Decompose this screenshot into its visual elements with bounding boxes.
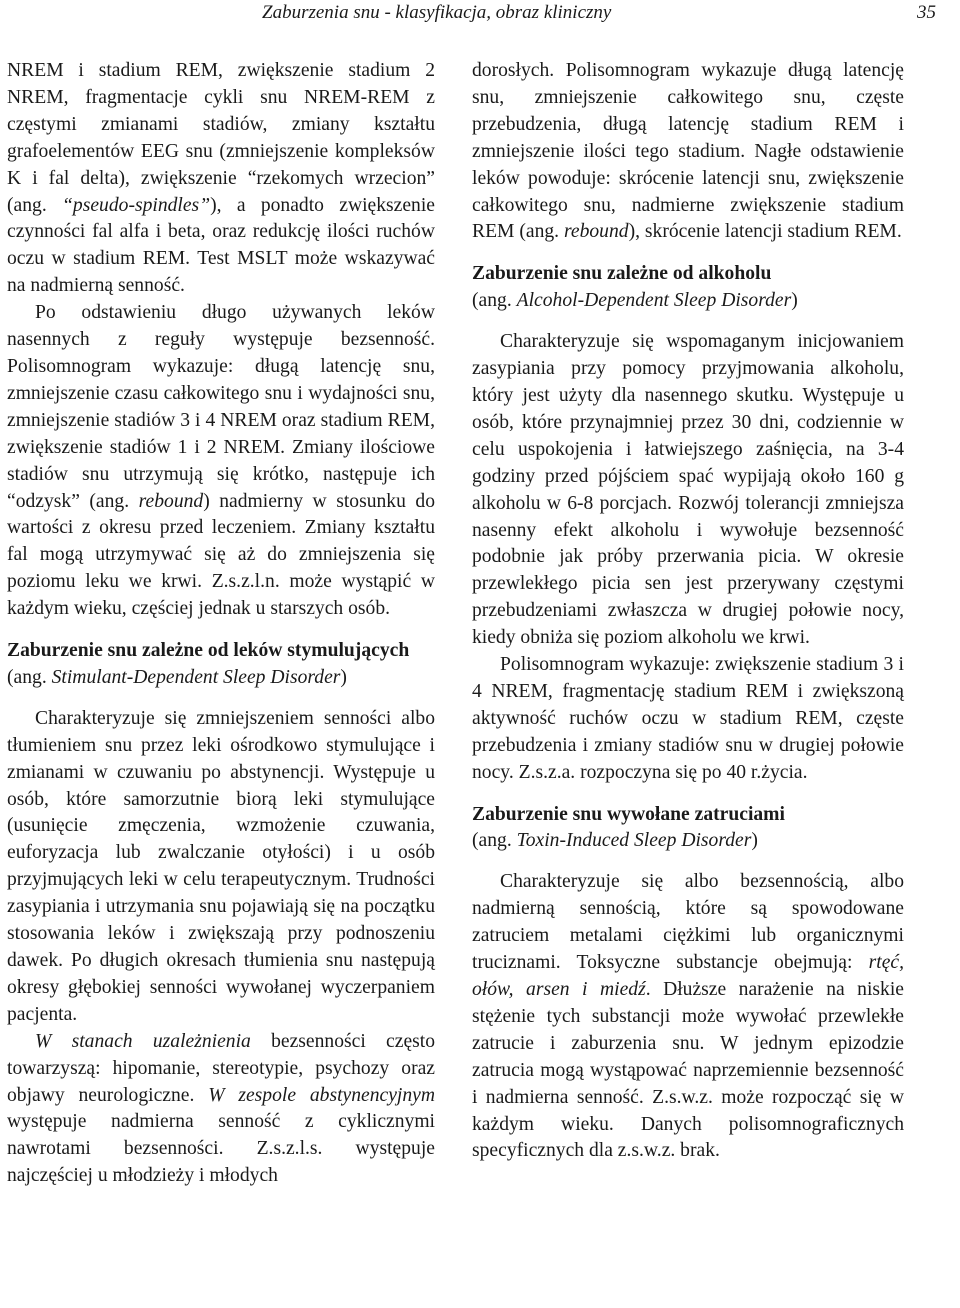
- section-heading: Zaburzenie snu wywołane zatruciami: [472, 803, 785, 825]
- paragraph: dorosłych. Polisomnogram wykazuje długą latencję snu, zmniejszenie całkowitego snu, częste przebudzenia, długą latencję stadium REM i zmniejszenie ilości tego stadium. Nagłe odstawienie leków powoduje: skrócenie latencji snu, zwiększenie całkowitego snu, nadmierne zwiększenie stadium REM (ang. rebound), skrócenie latencji stadium REM.: [472, 60, 904, 243]
- paragraph: Charakteryzuje się zmniejszeniem senności albo tłumieniem snu przez leki ośrodkowo stymulujące i zmianami w czuwaniu po abstynencji. Występuje u osób, które samorzutnie biorą leki stymulujące (usunięcie zmęczenia, wzmożenie czuwania, euforyzacja lub zwalczanie otyłości) i u osób przyjmujących leki w celu terapeutycznym. Trudności zasypiania i utrzymania snu pojawiają się na początku stosowania leków i zwiększają przy podnoszeniu dawek. Po długich okresach tłumienia snu następują okresy głębokiej senności wywołanej wyczerpaniem pacjenta.: [7, 707, 435, 1025]
- section-english-name: (ang. Toxin-Induced Sleep Disorder): [472, 830, 758, 852]
- paragraph: Charakteryzuje się albo bezsennością, albo nadmierną sennością, które są spowodowane zatruciem metalami ciężkimi lub organicznymi truciznami. Toksyczne substancje obejmują: rtęć, ołów, arsen i miedź. Dłuższe narażenie na niskie stężenie tych substancji może wywołać przewlekłe zatrucie i zaburzenia snu. W jednym epizodzie zatrucia mogą wystąpować naprzemiennie bezsenność i nadmierna senność. Z.s.w.z. może rozpocząć się w każdym wieku. Danych polisomnograficznych specyficznych dla z.s.w.z. brak.: [472, 871, 904, 1162]
- paragraph: W stanach uzależnienia bezsenności często towarzyszą: hipomanie, stereotypie, psychozy oraz objawy neurologiczne. W zespole abstynencyjnym występuje nadmierna senność z cyklicznymi nawrotami bezsenności. Z.s.z.l.s. występuje najczęściej u młodzieży i młodych: [7, 1030, 436, 1187]
- page-number: 35: [917, 2, 936, 23]
- section-heading: Zaburzenie snu zależne od alkoholu: [472, 263, 772, 285]
- section-english-name: (ang. Stimulant-Dependent Sleep Disorder): [7, 666, 347, 688]
- paragraph: Polisomnogram wykazuje: zwiększenie stadium 3 i 4 NREM, fragmentację stadium REM i zwiększoną aktywność ruchów oczu w stadium REM, częste przebudzenia i zmiany stadiów snu w drugiej połowie nocy. Z.s.z.a. rozpoczyna się po 40 r.życia.: [472, 654, 904, 783]
- paragraph: Charakteryzuje się wspomaganym inicjowaniem zasypiania przy pomocy przyjmowania alkoholu, który jest użyty dla nasennego skutku. Występuje u osób, które przynajmniej przez 30 dni, codziennie w celu uspokojenia i łatwiejszego zaśnięcia, na 3-4 godziny przed pójściem spać wypijają około 160 g alkoholu w 6-8 porcjach. Rozwój tolerancji zmniejsza nasenny efekt alkoholu i wywołuje bezsenność podobnie jak próby przerwania picia. W okresie przewlekłego picia sen jest przerywany częstymi przebudzeniami zwłaszcza w drugiej połowie nocy, kiedy obniża się poziom alkoholu we krwi.: [472, 331, 904, 649]
- section-english-name: (ang. Alcohol-Dependent Sleep Disorder): [472, 290, 798, 312]
- running-header: [0, 0, 960, 34]
- left-column: [7, 58, 435, 1190]
- paragraph: Po odstawieniu długo używanych leków nasennych z reguły występuje bezsenność. Polisomnogram wykazuje: długą latencję snu, zmniejszenie czasu całkowitego snu i wydajności snu, zmniejszenie stadiów 3 i 4 NREM oraz stadium REM, zwiększenie stadiów 1 i 2 NREM. Zmiany ilościowe stadiów snu utrzymują się krótko, następuje ich “odzysk” (ang. rebound) nadmierny w stosunku do wartości z okresu przed leczeniem. Zmiany kształtu fal mogą utrzymywać się aż do zmniejszenia się poziomu leku we krwi. Z.s.z.l.n. może wystąpić w każdym wieku, częściej jednak u starszych osób.: [7, 302, 435, 620]
- paragraph: NREM i stadium REM, zwiększenie stadium 2 NREM, fragmentacje cykli snu NREM-REM z częstymi zmianami stadiów, zmiany kształtu grafoelementów EEG snu (zmniejszenie kompleksów K i fal delta), zwiększenie “rzekomych wrzecion” (ang. “pseudo-spindles”), a ponadto zwiększenie czynności fal alfa i beta, oraz redukcję ilości ruchów oczu w stadium REM. Test MSLT może wskazywać na nadmierną senność.: [7, 60, 435, 297]
- running-header-title: Zaburzenia snu - klasyfikacja, obraz kliniczny: [262, 2, 612, 23]
- right-column: [472, 58, 904, 1165]
- section-heading: Zaburzenie snu zależne od leków stymulujących: [7, 640, 410, 662]
